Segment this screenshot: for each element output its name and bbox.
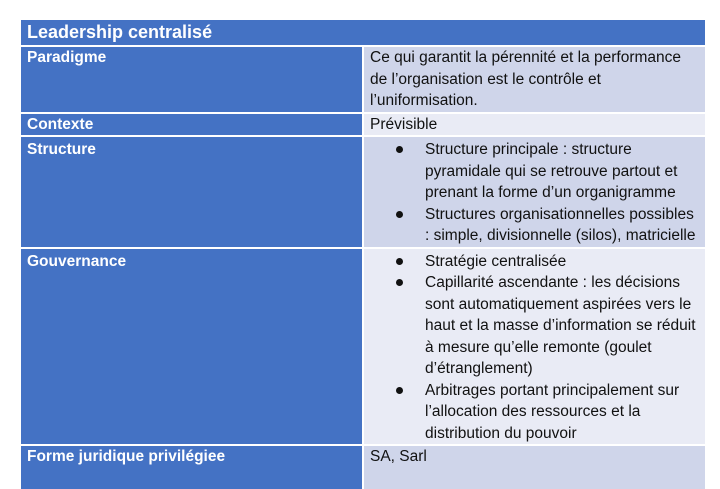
bullet-text: Stratégie centralisée <box>425 252 567 270</box>
table-row <box>21 113 705 137</box>
row-value-gouvernance <box>363 248 705 446</box>
row-label-gouvernance: Gouvernance <box>21 248 363 446</box>
bullet-icon <box>396 387 403 394</box>
table-row <box>21 445 705 489</box>
row-value-forme-juridique: SA, Sarl <box>363 445 705 489</box>
list-item <box>370 139 699 204</box>
table-row <box>21 46 705 113</box>
row-value-structure <box>363 136 705 248</box>
table-title: Leadership centralisé <box>21 20 705 46</box>
list-item <box>370 204 699 247</box>
row-label-paradigme: Paradigme <box>21 46 363 113</box>
bullet-text: Arbitrages portant principalement sur l’allocation des ressources et la distribution du pouvoir <box>425 381 680 442</box>
row-label-structure: Structure <box>21 136 363 248</box>
bullet-text: Structure principale : structure pyramidale qui se retrouve partout et prenant la forme d’un organigramme <box>425 141 678 201</box>
bullet-icon <box>396 146 403 153</box>
bullet-text: Capillarité ascendante : les décisions sont automatiquement aspirées vers le haut et la masse d’information se réduit à mesure qu’elle remonte (goulet d’étranglement) <box>425 274 696 377</box>
structure-bullet-list <box>370 139 699 247</box>
table-row <box>21 136 705 248</box>
list-item <box>370 251 699 273</box>
list-item <box>370 272 699 380</box>
row-label-contexte: Contexte <box>21 113 363 137</box>
row-value-contexte: Prévisible <box>363 113 705 137</box>
list-item <box>370 380 699 445</box>
table-header-row <box>21 20 705 46</box>
leadership-table <box>21 20 705 489</box>
bullet-icon <box>396 211 403 218</box>
row-label-forme-juridique: Forme juridique privilégiee <box>21 445 363 489</box>
bullet-icon <box>396 279 403 286</box>
row-value-paradigme: Ce qui garantit la pérennité et la performance de l’organisation est le contrôle et l’uniformisation. <box>363 46 705 113</box>
bullet-text: Structures organisationnelles possibles : simple, divisionnelle (silos), matricielle <box>425 205 696 244</box>
bullet-icon <box>396 258 403 265</box>
gouvernance-bullet-list <box>370 251 699 445</box>
table-row <box>21 248 705 446</box>
